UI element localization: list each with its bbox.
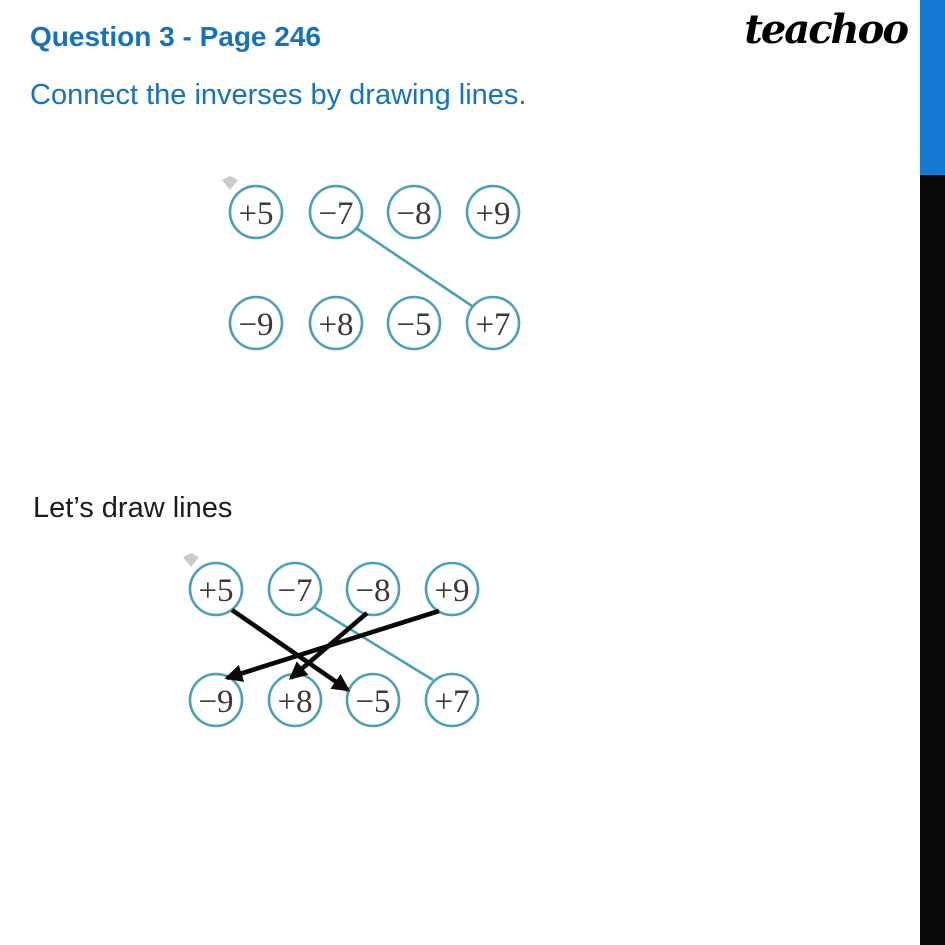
circle-label: +7 (475, 306, 511, 343)
right-edge-blue-bar (920, 0, 945, 175)
page-title: Question 3 - Page 246 (30, 21, 321, 52)
circle-label: +8 (277, 683, 313, 720)
circle-label: −7 (318, 195, 354, 232)
question-diagram (190, 160, 550, 370)
circle-label: −8 (396, 195, 432, 232)
circle-label: +5 (238, 195, 274, 232)
solution-heading: Let’s draw lines (33, 492, 233, 524)
inverse-connection-line (356, 228, 472, 306)
circle-label: +9 (434, 572, 470, 609)
inverse-connection-arrow (227, 611, 439, 678)
teachoo-logo: teachoo (744, 6, 907, 53)
bullet-marker-icon (222, 176, 238, 190)
circle-label: −9 (198, 683, 234, 720)
circle-label: −5 (355, 683, 391, 720)
circle-label: +7 (434, 683, 470, 720)
circle-label: −8 (355, 572, 391, 609)
bullet-marker-icon (183, 553, 199, 567)
circle-label: −9 (238, 306, 274, 343)
circle-label: +5 (198, 572, 234, 609)
circle-label: +9 (475, 195, 511, 232)
circle-label: −5 (396, 306, 432, 343)
circle-label: +8 (318, 306, 354, 343)
question-prompt: Connect the inverses by drawing lines. (30, 79, 527, 111)
solution-diagram (170, 540, 500, 740)
circle-label: −7 (277, 572, 313, 609)
right-edge-black-bar (920, 175, 945, 945)
